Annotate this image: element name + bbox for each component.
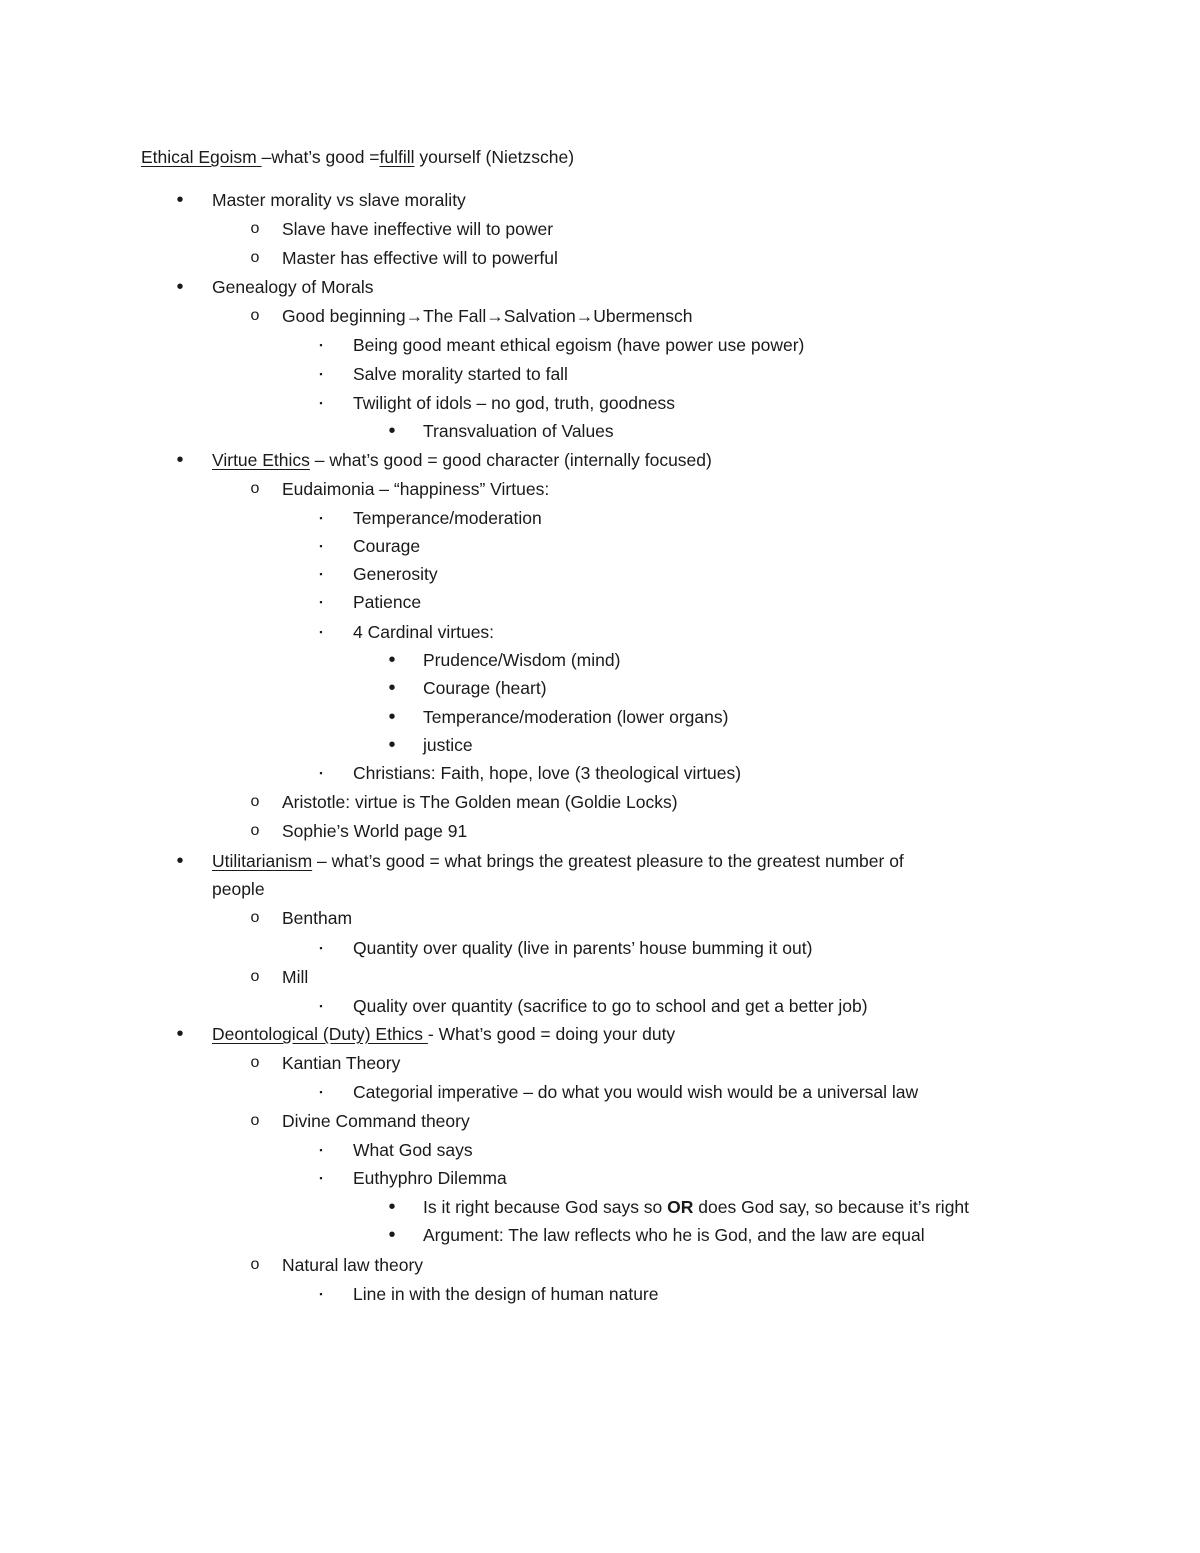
- list-item: Christians: Faith, hope, love (3 theological virtues): [353, 763, 742, 783]
- list-item: Mill: [282, 967, 309, 987]
- list-item: Quality over quantity (sacrifice to go to school and get a better job): [353, 996, 868, 1016]
- circle-marker: o: [250, 220, 260, 237]
- circle-marker: o: [250, 968, 260, 985]
- list-item: Bentham: [282, 908, 353, 928]
- text-part: does God say, so because it’s right: [693, 1197, 970, 1217]
- term: Utilitarianism: [212, 851, 313, 871]
- list-item: Master has effective will to powerful: [282, 248, 558, 268]
- bullet-marker: •: [388, 649, 396, 671]
- list-item: Categorial imperative – do what you would wish would be a universal law: [353, 1082, 919, 1102]
- list-item: Sophie’s World page 91: [282, 821, 468, 841]
- list-item: Master morality vs slave morality: [212, 190, 466, 210]
- emphasis-or: OR: [667, 1197, 694, 1217]
- sequence-step: Salvation: [503, 306, 576, 326]
- circle-marker: o: [250, 793, 260, 810]
- circle-marker: o: [250, 909, 260, 926]
- square-marker: ▪: [319, 369, 323, 379]
- section-heading-deontological: [212, 1022, 675, 1046]
- list-item: Courage: [353, 536, 421, 556]
- list-item: Patience: [353, 592, 422, 612]
- list-item: Being good meant ethical egoism (have power use power): [353, 335, 805, 355]
- list-item: Quantity over quality (live in parents’ house bumming it out): [353, 938, 813, 958]
- square-marker: ▪: [319, 541, 323, 551]
- square-marker: ▪: [319, 1173, 323, 1183]
- square-marker: ▪: [319, 768, 323, 778]
- list-item: Generosity: [353, 564, 438, 584]
- list-item: Slave have ineffective will to power: [282, 219, 554, 239]
- square-marker: ▪: [319, 1289, 323, 1299]
- sequence-step: Ubermensch: [593, 306, 693, 326]
- bullet-marker: •: [176, 1023, 184, 1045]
- list-item: 4 Cardinal virtues:: [353, 622, 495, 642]
- circle-marker: o: [250, 1112, 260, 1129]
- arrow-icon: →: [486, 306, 504, 326]
- list-item: Temperance/moderation: [353, 508, 542, 528]
- arrow-icon: →: [575, 306, 594, 326]
- section-heading-utilitarianism: [212, 849, 904, 873]
- list-item: Twilight of idols – no god, truth, goodness: [353, 393, 676, 413]
- arrow-icon: →: [405, 306, 424, 326]
- title-fulfill: fulfill: [379, 147, 415, 167]
- list-item: Temperance/moderation (lower organs): [423, 707, 729, 727]
- definition: – what’s good = what brings the greatest pleasure to the greatest number of: [312, 851, 904, 871]
- list-item: Euthyphro Dilemma: [353, 1168, 507, 1188]
- title-rest: –what’s good =: [261, 147, 380, 167]
- square-marker: ▪: [319, 398, 323, 408]
- list-item: Divine Command theory: [282, 1111, 470, 1131]
- list-item: Prudence/Wisdom (mind): [423, 650, 621, 670]
- bullet-marker: •: [176, 449, 184, 471]
- circle-marker: o: [250, 249, 260, 266]
- bullet-marker: •: [388, 677, 396, 699]
- list-item: Eudaimonia – “happiness” Virtues:: [282, 479, 550, 499]
- list-item-continuation: people: [212, 879, 265, 899]
- square-marker: ▪: [319, 943, 323, 953]
- square-marker: ▪: [319, 340, 323, 350]
- text-part: Is it right because God says so: [423, 1197, 668, 1217]
- definition: - What’s good = doing your duty: [427, 1024, 676, 1044]
- list-item: Line in with the design of human nature: [353, 1284, 659, 1304]
- bullet-marker: •: [176, 850, 184, 872]
- list-item: What God says: [353, 1140, 473, 1160]
- square-marker: ▪: [319, 513, 323, 523]
- circle-marker: o: [250, 307, 260, 324]
- definition: – what’s good = good character (internally focused): [309, 450, 712, 470]
- term: Deontological (Duty) Ethics: [212, 1024, 428, 1044]
- circle-marker: o: [250, 480, 260, 497]
- list-item: [423, 1195, 969, 1219]
- page-title: [141, 145, 574, 169]
- circle-marker: o: [250, 822, 260, 839]
- bullet-marker: •: [388, 420, 396, 442]
- circle-marker: o: [250, 1256, 260, 1273]
- square-marker: ▪: [319, 1145, 323, 1155]
- sequence-step: Good beginning: [282, 306, 406, 326]
- square-marker: ▪: [319, 597, 323, 607]
- square-marker: ▪: [319, 1087, 323, 1097]
- bullet-marker: •: [388, 1196, 396, 1218]
- title-term: Ethical Egoism: [141, 147, 262, 167]
- list-item: Aristotle: virtue is The Golden mean (Goldie Locks): [282, 792, 678, 812]
- list-item: Salve morality started to fall: [353, 364, 568, 384]
- circle-marker: o: [250, 1054, 260, 1071]
- sequence-step: The Fall: [423, 306, 487, 326]
- list-item: Transvaluation of Values: [423, 421, 614, 441]
- bullet-marker: •: [176, 276, 184, 298]
- list-item: Courage (heart): [423, 678, 547, 698]
- bullet-marker: •: [388, 706, 396, 728]
- title-tail: yourself (Nietzsche): [414, 147, 575, 167]
- section-heading-virtue: [212, 448, 712, 472]
- square-marker: ▪: [319, 1001, 323, 1011]
- list-item: Natural law theory: [282, 1255, 424, 1275]
- bullet-marker: •: [388, 734, 396, 756]
- bullet-marker: •: [176, 189, 184, 211]
- square-marker: ▪: [319, 569, 323, 579]
- bullet-marker: •: [388, 1224, 396, 1246]
- square-marker: ▪: [319, 627, 323, 637]
- genealogy-sequence: [282, 304, 693, 328]
- list-item: Kantian Theory: [282, 1053, 401, 1073]
- list-item: Genealogy of Morals: [212, 277, 374, 297]
- list-item: Argument: The law reflects who he is God, and the law are equal: [423, 1225, 925, 1245]
- term: Virtue Ethics: [212, 450, 310, 470]
- list-item: justice: [423, 735, 473, 755]
